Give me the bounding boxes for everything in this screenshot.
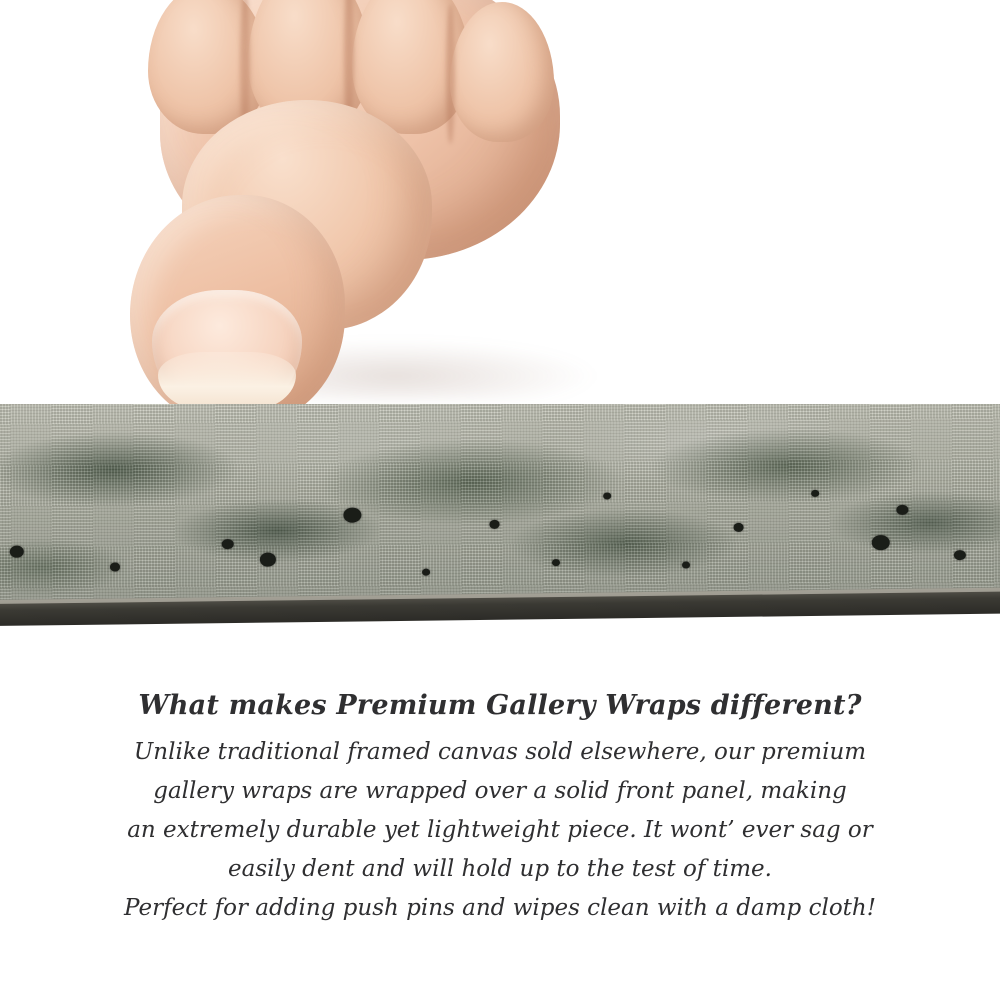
thumbnail-tip <box>158 352 296 410</box>
canvas-speck <box>10 546 24 558</box>
canvas-speck <box>260 553 276 567</box>
caption-heading: What makes Premium Gallery Wraps different? <box>138 690 862 721</box>
canvas-speck <box>872 535 890 551</box>
canvas-speck <box>343 507 361 523</box>
canvas-speck <box>110 562 120 571</box>
canvas-speck <box>811 490 819 497</box>
canvas-speck <box>222 539 234 549</box>
canvas-weave-texture <box>0 404 1000 614</box>
canvas-wrap-edge <box>0 404 1000 632</box>
caption-line-2: gallery wraps are wrapped over a solid front panel, making <box>153 778 847 804</box>
knuckle-pinky <box>450 2 554 142</box>
canvas-artwork-surface <box>0 404 1000 614</box>
caption-line-4: easily dent and will hold up to the test of time. <box>228 856 772 882</box>
caption-line-5: Perfect for adding push pins and wipes clean with a damp cloth! <box>124 895 876 921</box>
caption-line-3: an extremely durable yet lightweight piece. It wont’ ever sag or <box>127 817 873 843</box>
hand-illustration <box>120 0 590 430</box>
canvas-speck <box>603 492 611 499</box>
canvas-speck <box>422 569 430 576</box>
canvas-speck <box>552 559 560 566</box>
caption-block <box>0 690 1000 928</box>
finger-crease <box>446 4 455 144</box>
canvas-speck <box>682 561 690 568</box>
canvas-speck <box>896 505 908 515</box>
canvas-speck <box>954 550 966 560</box>
caption-line-1: Unlike traditional framed canvas sold elsewhere, our premium <box>133 739 867 765</box>
canvas-speck <box>489 520 499 529</box>
canvas-speck <box>734 523 744 532</box>
